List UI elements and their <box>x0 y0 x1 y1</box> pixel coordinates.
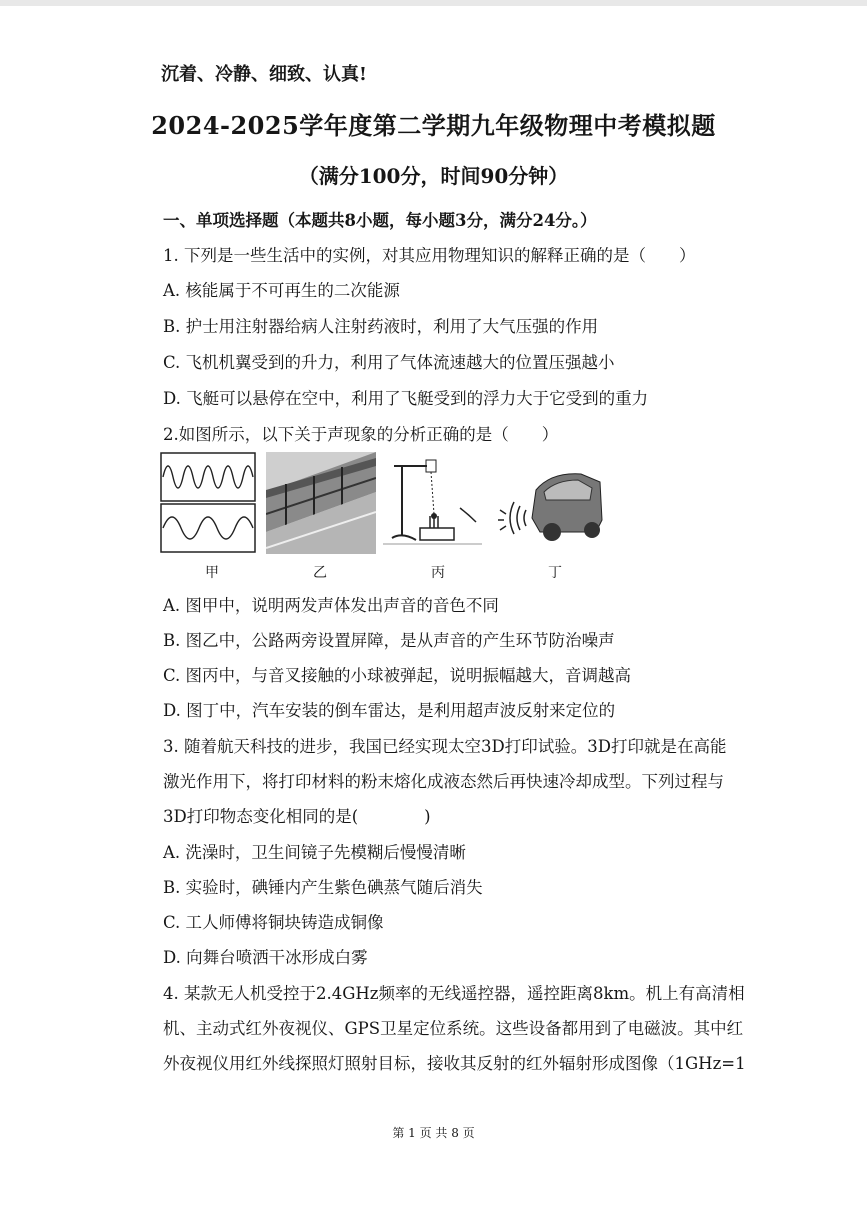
waveform-figure <box>160 452 256 554</box>
q2-option-c: C. 图丙中，与音叉接触的小球被弹起，说明振幅越大，音调越高 <box>163 666 632 685</box>
section-heading: 一、单项选择题（本题共8小题，每小题3分，满分24分。） <box>163 211 597 230</box>
tuning-fork-figure <box>382 456 490 552</box>
figure-label-bing: 丙 <box>431 565 445 581</box>
q2-option-d: D. 图丁中，汽车安装的倒车雷达，是利用超声波反射来定位的 <box>163 701 616 720</box>
q3-stem-line3: 3D打印物态变化相同的是( ) <box>163 807 431 826</box>
exam-title: 2024-2025学年度第二学期九年级物理中考模拟题 <box>151 111 716 140</box>
q1-option-b: B. 护士用注射器给病人注射药液时，利用了大气压强的作用 <box>163 317 599 336</box>
q4-line3: 外夜视仪用红外线探照灯照射目标，接收其反射的红外辐射形成图像（1GHz=1 <box>163 1054 746 1073</box>
scan-edge <box>0 0 867 6</box>
q2-option-a: A. 图甲中，说明两发声体发出声音的音色不同 <box>163 596 499 615</box>
q1-option-a: A. 核能属于不可再生的二次能源 <box>163 281 400 300</box>
q3-option-b: B. 实验时，碘锤内产生紫色碘蒸气随后消失 <box>163 878 483 897</box>
q3-stem-line1: 3. 随着航天科技的进步，我国已经实现太空3D打印试验。3D打印就是在高能 <box>163 737 727 756</box>
q3-option-d: D. 向舞台喷洒干冰形成白雾 <box>163 948 368 967</box>
page-footer: 第 1 页 共 8 页 <box>392 1126 475 1140</box>
figure-label-yi: 乙 <box>313 565 327 581</box>
exam-subtitle: （满分100分，时间90分钟） <box>298 164 569 188</box>
motto: 沉着、冷静、细致、认真! <box>161 64 367 85</box>
q2-stem: 2.如图所示，以下关于声现象的分析正确的是（ ） <box>163 425 559 444</box>
q4-line2: 机、主动式红外夜视仪、GPS卫星定位系统。这些设备都用到了电磁波。其中红 <box>163 1019 744 1038</box>
figure-label-jia: 甲 <box>205 565 219 581</box>
q3-option-c: C. 工人师傅将铜块铸造成铜像 <box>163 913 384 932</box>
figure-label-ding: 丁 <box>548 565 562 581</box>
q3-option-a: A. 洗澡时，卫生间镜子先模糊后慢慢清晰 <box>163 843 466 862</box>
q2-figures <box>160 452 610 582</box>
q1-option-d: D. 飞艇可以悬停在空中，利用了飞艇受到的浮力大于它受到的重力 <box>163 389 649 408</box>
car-radar-figure <box>496 470 606 554</box>
road-barrier-figure <box>266 452 376 554</box>
q4-line1: 4. 某款无人机受控于2.4GHz频率的无线遥控器，遥控距离8km。机上有高清相 <box>163 984 745 1003</box>
q1-option-c: C. 飞机机翼受到的升力，利用了气体流速越大的位置压强越小 <box>163 353 615 372</box>
q2-option-b: B. 图乙中，公路两旁设置屏障，是从声音的产生环节防治噪声 <box>163 631 615 650</box>
q3-stem-line2: 激光作用下，将打印材料的粉末熔化成液态然后再快速冷却成型。下列过程与 <box>163 772 724 791</box>
q1-stem: 1. 下列是一些生活中的实例，对其应用物理知识的解释正确的是（ ） <box>163 246 696 265</box>
